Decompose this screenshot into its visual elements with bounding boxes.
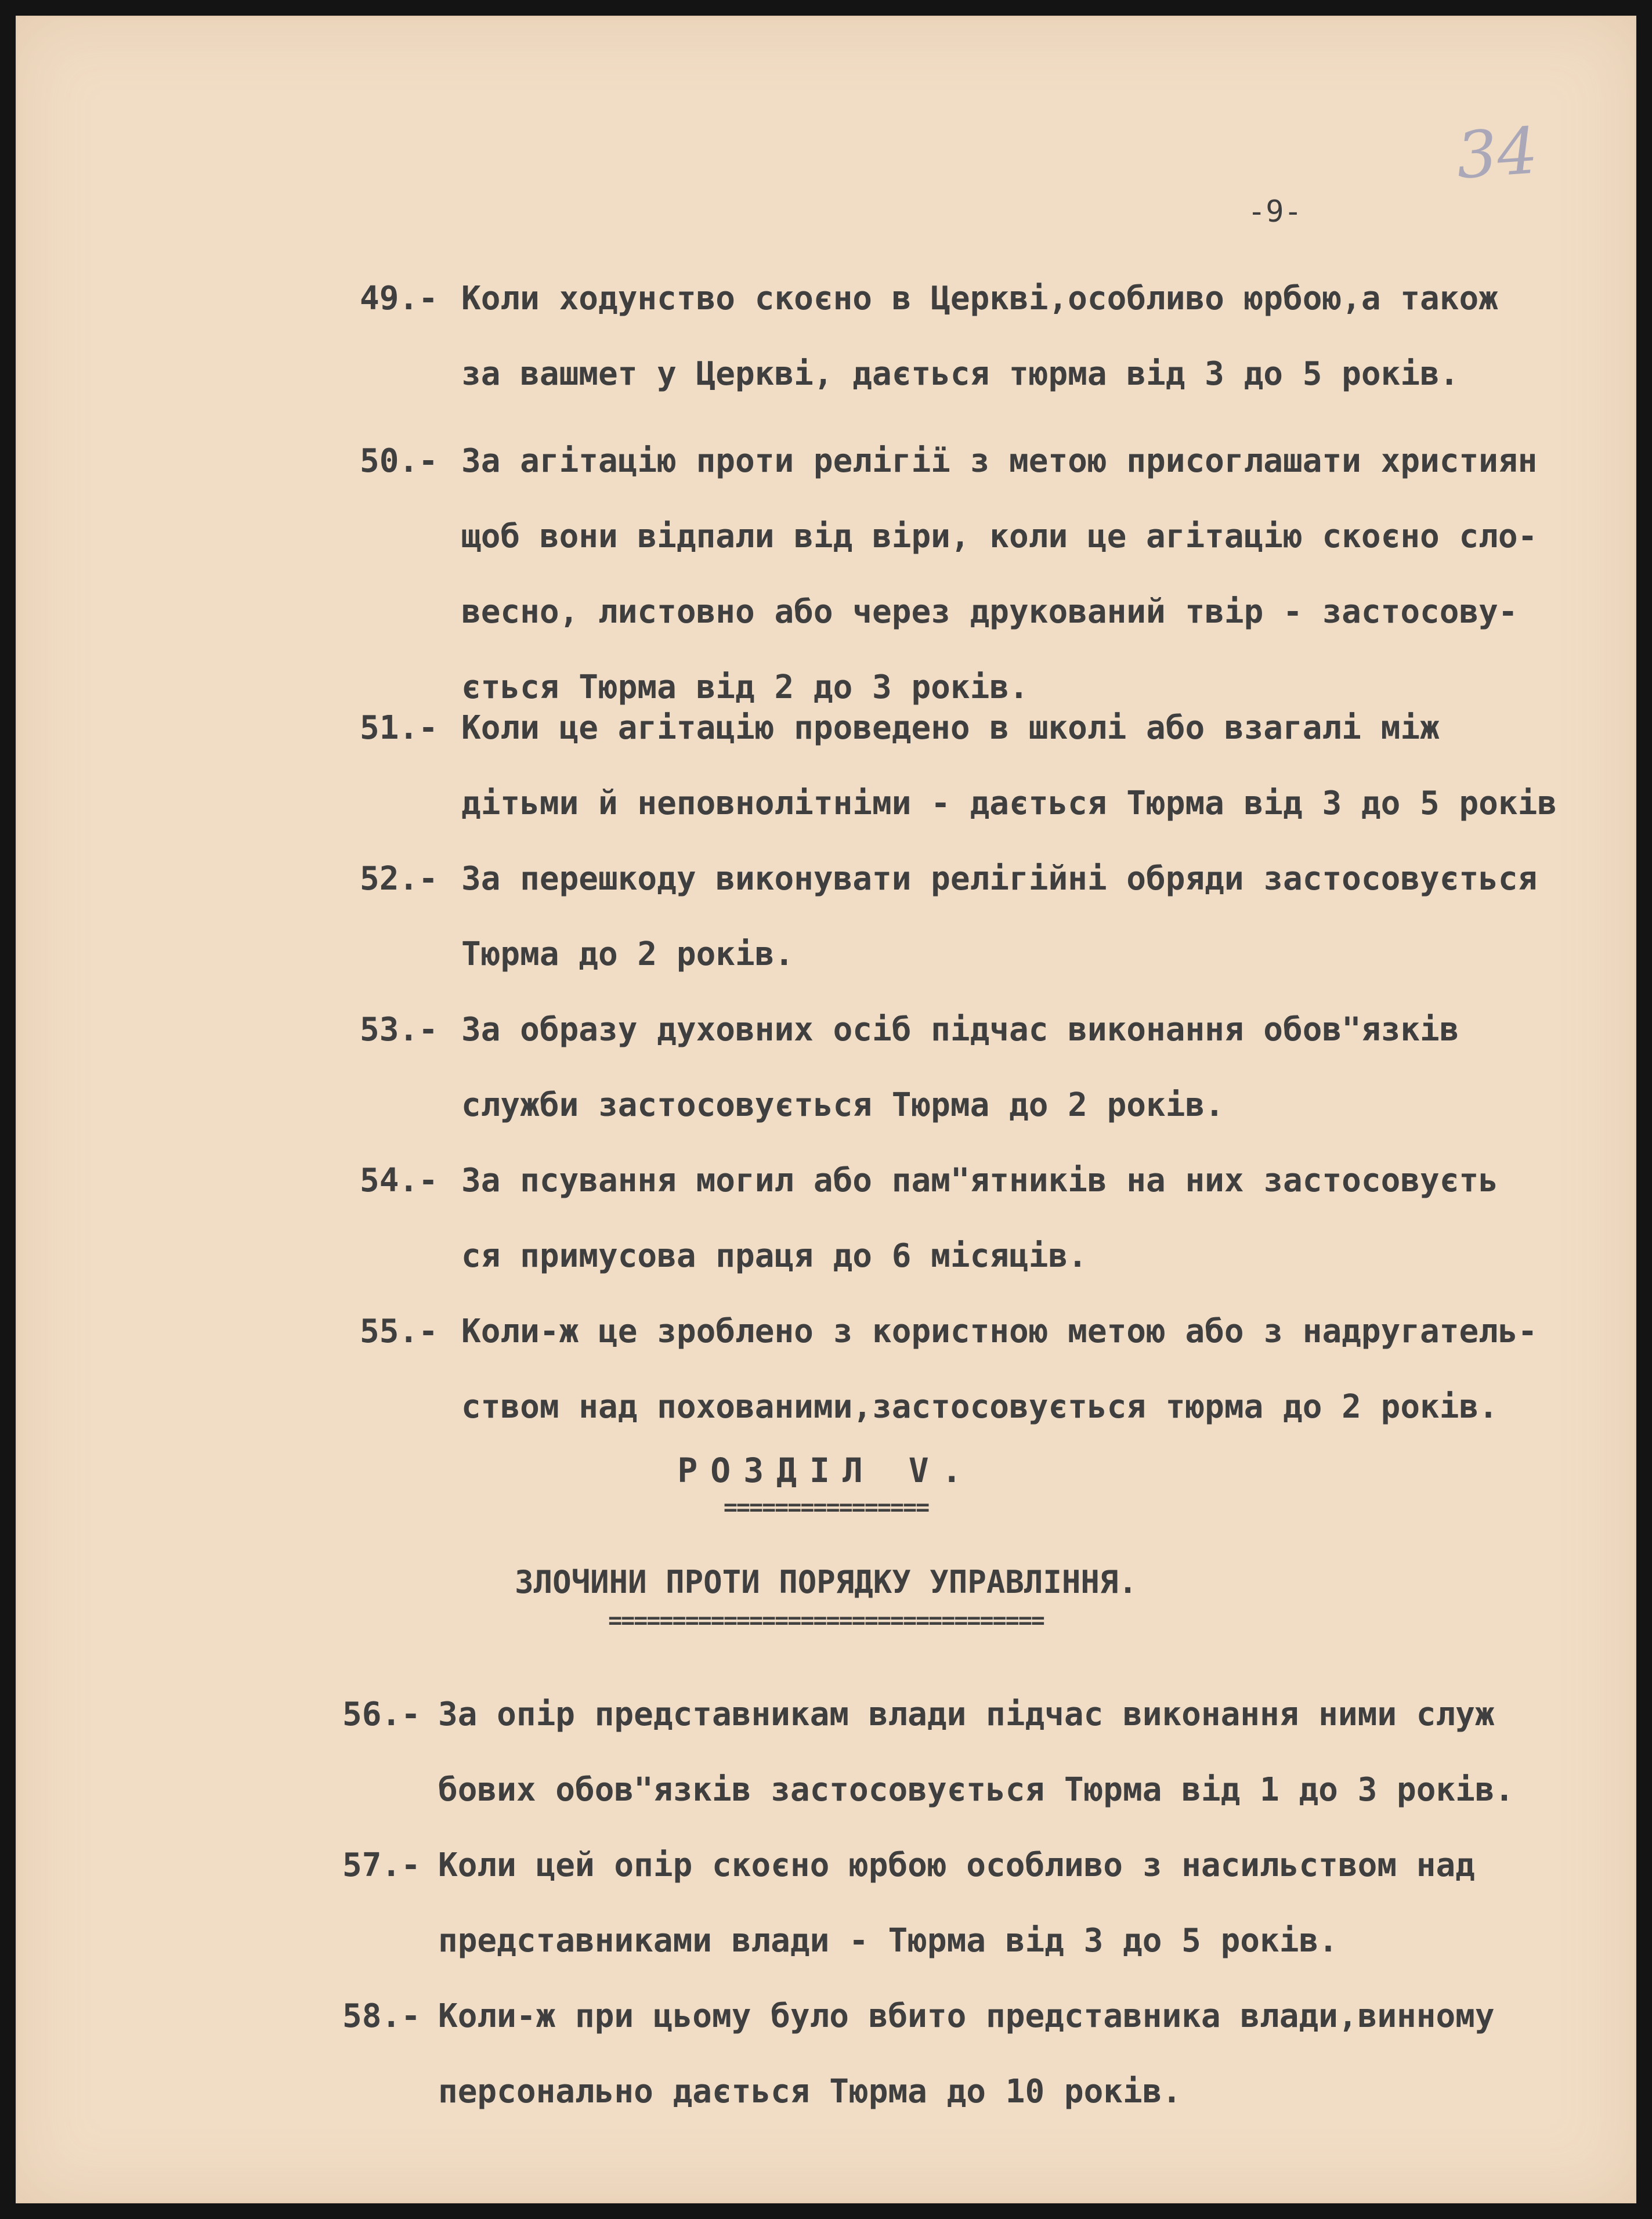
section-title: РОЗДІЛ V. — [677, 1451, 975, 1490]
article-line: Коли це агітацію проведено в школі або взагалі між — [461, 709, 1440, 747]
article-number: 52.- — [360, 860, 438, 898]
article-line: бових обов"язків застосовується Тюрма від 1 до 3 років. — [438, 1771, 1514, 1809]
article-number: 53.- — [360, 1011, 438, 1049]
article-line: щоб вони відпали від віри, коли це агітацію скоєно сло- — [461, 518, 1538, 555]
article-line: За псування могил або пам"ятників на них застосовуєть — [461, 1162, 1498, 1199]
article-line: ється Тюрма від 2 до 3 років. — [461, 668, 1029, 706]
article-number: 49.- — [360, 280, 438, 317]
section-title-underline: ================ — [723, 1494, 929, 1521]
article-line: служби застосовується Тюрма до 2 років. — [461, 1086, 1224, 1124]
article-line: представниками влади - Тюрма від 3 до 5 років. — [438, 1922, 1338, 1960]
article-line: Тюрма до 2 років. — [461, 935, 794, 973]
article-line: за вашмет у Церкві, дається тюрма від 3 до 5 років. — [461, 355, 1459, 393]
article-line: ством над похованими,застосовується тюрма до 2 років. — [461, 1388, 1498, 1426]
article-line: Коли-ж при цьому було вбито представника влади,винному — [438, 1997, 1495, 2035]
article-line: дітьми й неповнолітніми - дається Тюрма від 3 до 5 років — [461, 785, 1557, 822]
article-line: Коли цей опір скоєно юрбою особливо з насильством над — [438, 1846, 1475, 1884]
article-number: 56.- — [342, 1696, 421, 1733]
article-number: 54.- — [360, 1162, 438, 1199]
article-line: За опір представникам влади підчас виконання ними служ — [438, 1696, 1495, 1733]
document-page — [17, 17, 1635, 2202]
article-line: весно, листовно або через друкований твір - застосову- — [461, 593, 1518, 631]
section-subtitle-underline: ================================== — [608, 1607, 1044, 1634]
page-number: -9- — [1248, 194, 1302, 229]
article-number: 51.- — [360, 709, 438, 747]
article-line: ся примусова праця до 6 місяців. — [461, 1237, 1087, 1275]
article-line: За агітацію проти релігії з метою присоглашати християн — [461, 442, 1538, 480]
article-number: 55.- — [360, 1313, 438, 1350]
article-number: 50.- — [360, 442, 438, 480]
article-line: Коли ходунство скоєно в Церкві,особливо юрбою,а також — [461, 280, 1498, 317]
article-line: персонально дається Тюрма до 10 років. — [438, 2073, 1182, 2110]
section-subtitle: ЗЛОЧИНИ ПРОТИ ПОРЯДКУ УПРАВЛІННЯ. — [515, 1564, 1137, 1600]
article-number: 57.- — [342, 1846, 421, 1884]
article-number: 58.- — [342, 1997, 421, 2035]
article-line: За перешкоду виконувати релігійні обряди застосовується — [461, 860, 1538, 898]
article-line: Коли-ж це зроблено з користною метою або з надругатель- — [461, 1313, 1538, 1350]
article-line: За образу духовних осіб підчас виконання обов"язків — [461, 1011, 1459, 1049]
archive-folio-number: 34 — [1454, 113, 1541, 193]
